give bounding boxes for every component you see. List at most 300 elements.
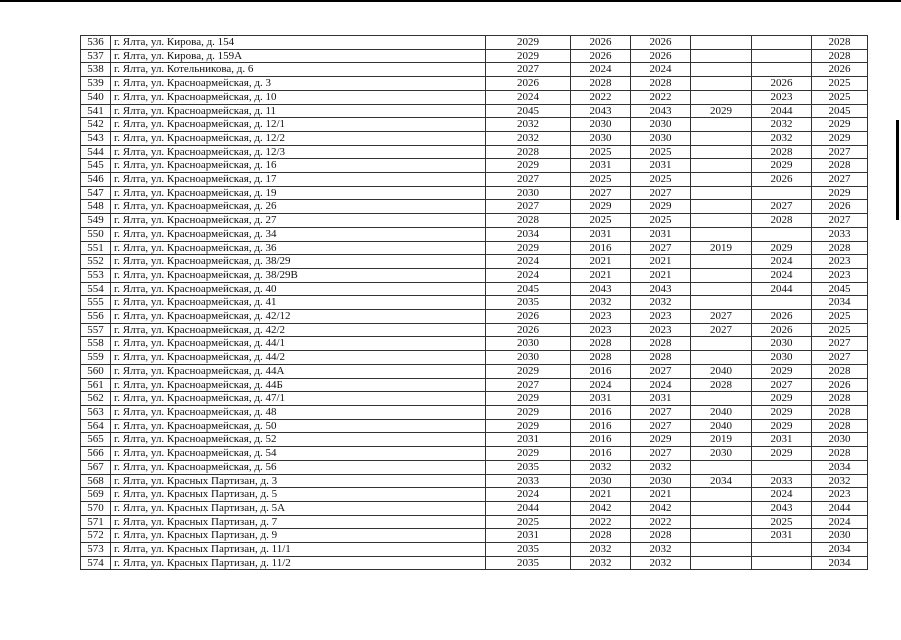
- year-col-3-cell: 2043: [631, 282, 691, 296]
- year-col-3-cell: 2027: [631, 447, 691, 461]
- year-col-5-cell: 2024: [752, 255, 812, 269]
- year-col-2-cell: 2028: [571, 529, 631, 543]
- year-col-4-cell: [691, 515, 752, 529]
- row-number-cell: 541: [81, 104, 111, 118]
- row-number-cell: 550: [81, 227, 111, 241]
- address-cell: г. Ялта, ул. Красноармейская, д. 44/1: [111, 337, 486, 351]
- year-col-6-cell: 2027: [812, 145, 868, 159]
- year-col-2-cell: 2042: [571, 501, 631, 515]
- year-col-6-cell: 2028: [812, 447, 868, 461]
- year-col-4-cell: 2019: [691, 433, 752, 447]
- row-number-cell: 567: [81, 460, 111, 474]
- year-col-5-cell: 2026: [752, 323, 812, 337]
- year-col-4-cell: [691, 556, 752, 570]
- year-col-2-cell: 2021: [571, 488, 631, 502]
- row-number-cell: 573: [81, 543, 111, 557]
- year-col-1-cell: 2033: [486, 474, 571, 488]
- year-col-1-cell: 2029: [486, 392, 571, 406]
- year-col-5-cell: 2031: [752, 529, 812, 543]
- year-col-4-cell: [691, 488, 752, 502]
- year-col-1-cell: 2026: [486, 323, 571, 337]
- year-col-4-cell: [691, 214, 752, 228]
- year-col-1-cell: 2030: [486, 337, 571, 351]
- table-row: [81, 186, 868, 200]
- year-col-6-cell: 2034: [812, 296, 868, 310]
- year-col-3-cell: 2028: [631, 337, 691, 351]
- table-row: [81, 268, 868, 282]
- year-col-2-cell: 2043: [571, 282, 631, 296]
- year-col-2-cell: 2031: [571, 159, 631, 173]
- row-number-cell: 561: [81, 378, 111, 392]
- year-col-2-cell: 2032: [571, 543, 631, 557]
- year-col-6-cell: 2044: [812, 501, 868, 515]
- row-number-cell: 554: [81, 282, 111, 296]
- row-number-cell: 553: [81, 268, 111, 282]
- table-row: [81, 173, 868, 187]
- year-col-4-cell: [691, 159, 752, 173]
- year-col-1-cell: 2024: [486, 90, 571, 104]
- year-col-4-cell: 2029: [691, 104, 752, 118]
- year-col-3-cell: 2028: [631, 529, 691, 543]
- table-row: [81, 351, 868, 365]
- year-col-3-cell: 2032: [631, 460, 691, 474]
- year-col-6-cell: 2032: [812, 474, 868, 488]
- table-row: [81, 200, 868, 214]
- year-col-4-cell: [691, 460, 752, 474]
- year-col-5-cell: 2029: [752, 241, 812, 255]
- year-col-3-cell: 2027: [631, 241, 691, 255]
- year-col-1-cell: 2029: [486, 419, 571, 433]
- address-cell: г. Ялта, ул. Красноармейская, д. 56: [111, 460, 486, 474]
- year-col-6-cell: 2029: [812, 118, 868, 132]
- table-row: [81, 118, 868, 132]
- address-cell: г. Ялта, ул. Красных Партизан, д. 5А: [111, 501, 486, 515]
- address-cell: г. Ялта, ул. Красноармейская, д. 11: [111, 104, 486, 118]
- year-col-6-cell: 2023: [812, 255, 868, 269]
- row-number-cell: 540: [81, 90, 111, 104]
- address-cell: г. Ялта, ул. Красноармейская, д. 42/12: [111, 310, 486, 324]
- year-col-4-cell: [691, 255, 752, 269]
- address-cell: г. Ялта, ул. Красноармейская, д. 27: [111, 214, 486, 228]
- year-col-2-cell: 2024: [571, 63, 631, 77]
- year-col-2-cell: 2023: [571, 323, 631, 337]
- row-number-cell: 551: [81, 241, 111, 255]
- table-row: [81, 392, 868, 406]
- year-col-5-cell: [752, 186, 812, 200]
- year-col-6-cell: 2027: [812, 351, 868, 365]
- row-number-cell: 548: [81, 200, 111, 214]
- year-col-2-cell: 2016: [571, 419, 631, 433]
- table-row: [81, 310, 868, 324]
- year-col-5-cell: 2032: [752, 118, 812, 132]
- year-col-1-cell: 2029: [486, 49, 571, 63]
- year-col-4-cell: [691, 529, 752, 543]
- year-col-6-cell: 2028: [812, 49, 868, 63]
- schedule-table: [80, 35, 868, 570]
- year-col-5-cell: [752, 49, 812, 63]
- scan-edge-top: [0, 0, 901, 2]
- year-col-1-cell: 2027: [486, 63, 571, 77]
- row-number-cell: 549: [81, 214, 111, 228]
- year-col-2-cell: 2031: [571, 227, 631, 241]
- year-col-1-cell: 2027: [486, 200, 571, 214]
- table-row: [81, 255, 868, 269]
- year-col-6-cell: 2033: [812, 227, 868, 241]
- year-col-5-cell: [752, 296, 812, 310]
- year-col-3-cell: 2027: [631, 405, 691, 419]
- year-col-5-cell: 2044: [752, 104, 812, 118]
- year-col-5-cell: [752, 460, 812, 474]
- year-col-6-cell: 2023: [812, 488, 868, 502]
- year-col-5-cell: 2030: [752, 351, 812, 365]
- address-cell: г. Ялта, ул. Красноармейская, д. 34: [111, 227, 486, 241]
- year-col-6-cell: 2034: [812, 460, 868, 474]
- year-col-6-cell: 2026: [812, 63, 868, 77]
- year-col-4-cell: [691, 351, 752, 365]
- address-cell: г. Ялта, ул. Красных Партизан, д. 11/2: [111, 556, 486, 570]
- row-number-cell: 563: [81, 405, 111, 419]
- row-number-cell: 574: [81, 556, 111, 570]
- year-col-1-cell: 2035: [486, 296, 571, 310]
- year-col-5-cell: 2024: [752, 268, 812, 282]
- table-row: [81, 378, 868, 392]
- table-row: [81, 90, 868, 104]
- year-col-1-cell: 2028: [486, 214, 571, 228]
- year-col-6-cell: 2045: [812, 104, 868, 118]
- year-col-3-cell: 2027: [631, 186, 691, 200]
- table-row: [81, 529, 868, 543]
- year-col-5-cell: 2032: [752, 131, 812, 145]
- year-col-1-cell: 2024: [486, 268, 571, 282]
- table-row: [81, 337, 868, 351]
- address-cell: г. Ялта, ул. Красных Партизан, д. 3: [111, 474, 486, 488]
- year-col-4-cell: 2040: [691, 405, 752, 419]
- table-row: [81, 515, 868, 529]
- row-number-cell: 536: [81, 36, 111, 50]
- year-col-3-cell: 2031: [631, 227, 691, 241]
- year-col-2-cell: 2016: [571, 447, 631, 461]
- row-number-cell: 545: [81, 159, 111, 173]
- year-col-1-cell: 2034: [486, 227, 571, 241]
- row-number-cell: 546: [81, 173, 111, 187]
- address-cell: г. Ялта, ул. Красноармейская, д. 44Б: [111, 378, 486, 392]
- year-col-3-cell: 2024: [631, 63, 691, 77]
- row-number-cell: 547: [81, 186, 111, 200]
- table-row: [81, 296, 868, 310]
- year-col-5-cell: 2029: [752, 364, 812, 378]
- year-col-1-cell: 2031: [486, 433, 571, 447]
- address-cell: г. Ялта, ул. Красноармейская, д. 40: [111, 282, 486, 296]
- year-col-2-cell: 2028: [571, 337, 631, 351]
- year-col-3-cell: 2032: [631, 556, 691, 570]
- address-cell: г. Ялта, ул. Красноармейская, д. 50: [111, 419, 486, 433]
- year-col-3-cell: 2021: [631, 268, 691, 282]
- address-cell: г. Ялта, ул. Красноармейская, д. 3: [111, 77, 486, 91]
- year-col-1-cell: 2028: [486, 145, 571, 159]
- year-col-3-cell: 2026: [631, 36, 691, 50]
- year-col-3-cell: 2025: [631, 145, 691, 159]
- year-col-3-cell: 2024: [631, 378, 691, 392]
- table-row: [81, 214, 868, 228]
- table-row: [81, 159, 868, 173]
- year-col-2-cell: 2028: [571, 77, 631, 91]
- table-body: [81, 36, 868, 570]
- year-col-6-cell: 2045: [812, 282, 868, 296]
- year-col-4-cell: 2030: [691, 447, 752, 461]
- table-row: [81, 104, 868, 118]
- year-col-1-cell: 2035: [486, 460, 571, 474]
- year-col-5-cell: 2029: [752, 447, 812, 461]
- year-col-4-cell: [691, 118, 752, 132]
- table-row: [81, 49, 868, 63]
- table-row: [81, 63, 868, 77]
- year-col-3-cell: 2042: [631, 501, 691, 515]
- year-col-5-cell: 2028: [752, 214, 812, 228]
- year-col-1-cell: 2025: [486, 515, 571, 529]
- year-col-4-cell: 2027: [691, 310, 752, 324]
- address-cell: г. Ялта, ул. Красноармейская, д. 52: [111, 433, 486, 447]
- year-col-6-cell: 2028: [812, 159, 868, 173]
- row-number-cell: 543: [81, 131, 111, 145]
- address-cell: г. Ялта, ул. Красных Партизан, д. 5: [111, 488, 486, 502]
- table-row: [81, 474, 868, 488]
- address-cell: г. Ялта, ул. Котельникова, д. 6: [111, 63, 486, 77]
- row-number-cell: 552: [81, 255, 111, 269]
- year-col-1-cell: 2029: [486, 447, 571, 461]
- year-col-4-cell: [691, 200, 752, 214]
- year-col-3-cell: 2032: [631, 543, 691, 557]
- year-col-1-cell: 2029: [486, 36, 571, 50]
- address-cell: г. Ялта, ул. Красноармейская, д. 16: [111, 159, 486, 173]
- year-col-4-cell: [691, 392, 752, 406]
- year-col-5-cell: 2026: [752, 77, 812, 91]
- year-col-4-cell: 2019: [691, 241, 752, 255]
- year-col-5-cell: [752, 556, 812, 570]
- year-col-1-cell: 2035: [486, 543, 571, 557]
- row-number-cell: 566: [81, 447, 111, 461]
- year-col-5-cell: 2031: [752, 433, 812, 447]
- year-col-6-cell: 2029: [812, 131, 868, 145]
- row-number-cell: 556: [81, 310, 111, 324]
- year-col-5-cell: 2043: [752, 501, 812, 515]
- year-col-5-cell: 2025: [752, 515, 812, 529]
- table-row: [81, 364, 868, 378]
- year-col-3-cell: 2029: [631, 433, 691, 447]
- year-col-3-cell: 2030: [631, 118, 691, 132]
- year-col-4-cell: [691, 296, 752, 310]
- year-col-1-cell: 2029: [486, 159, 571, 173]
- year-col-1-cell: 2044: [486, 501, 571, 515]
- year-col-4-cell: [691, 501, 752, 515]
- year-col-6-cell: 2030: [812, 529, 868, 543]
- row-number-cell: 538: [81, 63, 111, 77]
- year-col-3-cell: 2031: [631, 159, 691, 173]
- year-col-3-cell: 2030: [631, 131, 691, 145]
- year-col-6-cell: 2034: [812, 543, 868, 557]
- scan-edge-right: [896, 120, 899, 220]
- year-col-6-cell: 2028: [812, 419, 868, 433]
- table-row: [81, 227, 868, 241]
- year-col-6-cell: 2029: [812, 186, 868, 200]
- year-col-6-cell: 2026: [812, 200, 868, 214]
- address-cell: г. Ялта, ул. Красноармейская, д. 17: [111, 173, 486, 187]
- year-col-1-cell: 2029: [486, 241, 571, 255]
- address-cell: г. Ялта, ул. Красноармейская, д. 54: [111, 447, 486, 461]
- year-col-5-cell: [752, 227, 812, 241]
- year-col-2-cell: 2023: [571, 310, 631, 324]
- year-col-6-cell: 2028: [812, 405, 868, 419]
- year-col-2-cell: 2032: [571, 296, 631, 310]
- year-col-3-cell: 2021: [631, 488, 691, 502]
- row-number-cell: 559: [81, 351, 111, 365]
- year-col-2-cell: 2043: [571, 104, 631, 118]
- address-cell: г. Ялта, ул. Красноармейская, д. 47/1: [111, 392, 486, 406]
- year-col-6-cell: 2027: [812, 337, 868, 351]
- address-cell: г. Ялта, ул. Красноармейская, д. 12/1: [111, 118, 486, 132]
- year-col-5-cell: 2029: [752, 159, 812, 173]
- year-col-6-cell: 2025: [812, 310, 868, 324]
- row-number-cell: 571: [81, 515, 111, 529]
- year-col-2-cell: 2030: [571, 474, 631, 488]
- year-col-6-cell: 2028: [812, 241, 868, 255]
- year-col-3-cell: 2027: [631, 364, 691, 378]
- year-col-2-cell: 2025: [571, 173, 631, 187]
- year-col-6-cell: 2034: [812, 556, 868, 570]
- year-col-3-cell: 2032: [631, 296, 691, 310]
- year-col-5-cell: [752, 36, 812, 50]
- table-row: [81, 556, 868, 570]
- table-row: [81, 433, 868, 447]
- year-col-4-cell: [691, 145, 752, 159]
- year-col-2-cell: 2028: [571, 351, 631, 365]
- year-col-1-cell: 2024: [486, 255, 571, 269]
- table-row: [81, 543, 868, 557]
- year-col-2-cell: 2030: [571, 118, 631, 132]
- year-col-5-cell: 2023: [752, 90, 812, 104]
- row-number-cell: 544: [81, 145, 111, 159]
- table-row: [81, 419, 868, 433]
- year-col-2-cell: 2027: [571, 186, 631, 200]
- year-col-2-cell: 2016: [571, 405, 631, 419]
- year-col-2-cell: 2032: [571, 460, 631, 474]
- year-col-2-cell: 2016: [571, 364, 631, 378]
- year-col-2-cell: 2021: [571, 255, 631, 269]
- year-col-4-cell: 2028: [691, 378, 752, 392]
- table-row: [81, 145, 868, 159]
- row-number-cell: 558: [81, 337, 111, 351]
- year-col-5-cell: 2026: [752, 310, 812, 324]
- year-col-2-cell: 2031: [571, 392, 631, 406]
- year-col-6-cell: 2023: [812, 268, 868, 282]
- address-cell: г. Ялта, ул. Красноармейская, д. 48: [111, 405, 486, 419]
- row-number-cell: 560: [81, 364, 111, 378]
- year-col-4-cell: [691, 337, 752, 351]
- year-col-5-cell: 2044: [752, 282, 812, 296]
- year-col-6-cell: 2024: [812, 515, 868, 529]
- year-col-4-cell: [691, 63, 752, 77]
- year-col-2-cell: 2022: [571, 90, 631, 104]
- year-col-6-cell: 2025: [812, 90, 868, 104]
- row-number-cell: 555: [81, 296, 111, 310]
- year-col-3-cell: 2030: [631, 474, 691, 488]
- year-col-1-cell: 2035: [486, 556, 571, 570]
- year-col-2-cell: 2029: [571, 200, 631, 214]
- address-cell: г. Ялта, ул. Красноармейская, д. 19: [111, 186, 486, 200]
- address-cell: г. Ялта, ул. Красноармейская, д. 44А: [111, 364, 486, 378]
- year-col-3-cell: 2028: [631, 351, 691, 365]
- year-col-5-cell: 2027: [752, 378, 812, 392]
- year-col-1-cell: 2045: [486, 104, 571, 118]
- table-row: [81, 282, 868, 296]
- address-cell: г. Ялта, ул. Красноармейская, д. 26: [111, 200, 486, 214]
- address-cell: г. Ялта, ул. Красноармейская, д. 38/29: [111, 255, 486, 269]
- year-col-4-cell: [691, 90, 752, 104]
- year-col-1-cell: 2029: [486, 405, 571, 419]
- year-col-2-cell: 2030: [571, 131, 631, 145]
- year-col-3-cell: 2031: [631, 392, 691, 406]
- year-col-6-cell: 2028: [812, 36, 868, 50]
- year-col-2-cell: 2025: [571, 214, 631, 228]
- year-col-5-cell: 2033: [752, 474, 812, 488]
- year-col-1-cell: 2027: [486, 378, 571, 392]
- year-col-6-cell: 2027: [812, 214, 868, 228]
- year-col-4-cell: 2040: [691, 364, 752, 378]
- table-row: [81, 77, 868, 91]
- year-col-6-cell: 2027: [812, 173, 868, 187]
- year-col-4-cell: [691, 268, 752, 282]
- year-col-1-cell: 2032: [486, 131, 571, 145]
- year-col-3-cell: 2023: [631, 323, 691, 337]
- table-row: [81, 460, 868, 474]
- table-row: [81, 36, 868, 50]
- year-col-1-cell: 2030: [486, 186, 571, 200]
- year-col-3-cell: 2021: [631, 255, 691, 269]
- row-number-cell: 565: [81, 433, 111, 447]
- year-col-3-cell: 2025: [631, 173, 691, 187]
- row-number-cell: 568: [81, 474, 111, 488]
- year-col-3-cell: 2022: [631, 90, 691, 104]
- year-col-1-cell: 2045: [486, 282, 571, 296]
- row-number-cell: 569: [81, 488, 111, 502]
- table-row: [81, 405, 868, 419]
- year-col-3-cell: 2026: [631, 49, 691, 63]
- year-col-1-cell: 2024: [486, 488, 571, 502]
- year-col-4-cell: [691, 186, 752, 200]
- table-row: [81, 501, 868, 515]
- year-col-5-cell: 2029: [752, 392, 812, 406]
- year-col-4-cell: [691, 543, 752, 557]
- address-cell: г. Ялта, ул. Красноармейская, д. 41: [111, 296, 486, 310]
- table-row: [81, 447, 868, 461]
- year-col-5-cell: 2029: [752, 405, 812, 419]
- address-cell: г. Ялта, ул. Красноармейская, д. 36: [111, 241, 486, 255]
- year-col-3-cell: 2023: [631, 310, 691, 324]
- year-col-3-cell: 2029: [631, 200, 691, 214]
- year-col-1-cell: 2029: [486, 364, 571, 378]
- row-number-cell: 557: [81, 323, 111, 337]
- year-col-5-cell: 2030: [752, 337, 812, 351]
- year-col-6-cell: 2030: [812, 433, 868, 447]
- year-col-2-cell: 2022: [571, 515, 631, 529]
- year-col-5-cell: 2029: [752, 419, 812, 433]
- year-col-1-cell: 2026: [486, 77, 571, 91]
- year-col-4-cell: [691, 36, 752, 50]
- year-col-4-cell: 2027: [691, 323, 752, 337]
- address-cell: г. Ялта, ул. Красноармейская, д. 10: [111, 90, 486, 104]
- year-col-3-cell: 2022: [631, 515, 691, 529]
- year-col-3-cell: 2043: [631, 104, 691, 118]
- year-col-2-cell: 2032: [571, 556, 631, 570]
